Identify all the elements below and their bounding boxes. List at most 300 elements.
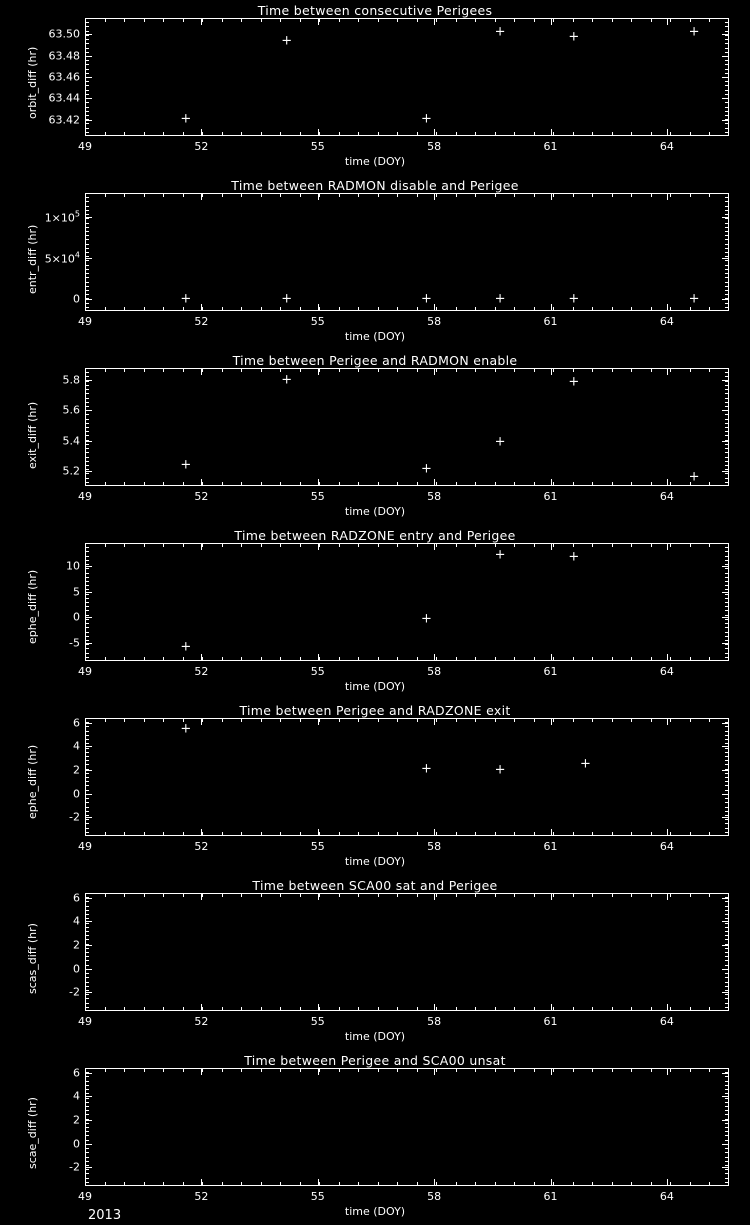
x-minor-tick (339, 1007, 340, 1011)
x-minor-tick (417, 893, 418, 897)
y-minor-tick (725, 619, 729, 620)
y-minor-tick (725, 260, 729, 261)
x-minor-tick (300, 893, 301, 897)
y-minor-tick (85, 726, 89, 727)
y-minor-tick (725, 901, 729, 902)
y-tick-label: 6 (73, 716, 80, 730)
y-minor-tick (85, 769, 89, 770)
y-minor-tick (85, 94, 89, 95)
x-minor-tick (456, 193, 457, 197)
x-minor-tick (436, 18, 437, 22)
x-minor-tick (690, 1007, 691, 1011)
y-minor-tick (85, 952, 89, 953)
x-minor-tick (300, 832, 301, 836)
y-minor-tick (725, 977, 729, 978)
y-minor-tick (85, 781, 89, 782)
y-minor-tick (85, 60, 89, 61)
x-minor-tick (222, 193, 223, 197)
y-minor-tick (725, 1182, 729, 1183)
y-minor-tick (85, 1114, 89, 1115)
y-minor-tick (85, 918, 89, 919)
y-minor-tick (85, 802, 89, 803)
x-minor-tick (319, 18, 320, 22)
y-minor-tick (85, 777, 89, 778)
x-minor-tick (534, 132, 535, 136)
data-point-marker: + (180, 721, 192, 737)
x-tick-label: 55 (310, 840, 325, 853)
y-tick-label: -2 (69, 810, 80, 824)
x-minor-tick (105, 307, 106, 311)
x-minor-tick (456, 893, 457, 897)
data-point-marker: + (420, 111, 432, 127)
x-tick-label: 49 (78, 490, 92, 503)
x-tick-mark (551, 479, 552, 486)
y-minor-tick (85, 560, 89, 561)
x-minor-tick (534, 482, 535, 486)
y-minor-tick (725, 107, 729, 108)
x-minor-tick (222, 1182, 223, 1186)
y-minor-tick (85, 1169, 89, 1170)
x-minor-tick (280, 832, 281, 836)
y-minor-tick (725, 218, 729, 219)
x-minor-tick (202, 18, 203, 22)
x-minor-tick (631, 657, 632, 661)
x-tick-mark (667, 1179, 668, 1186)
x-minor-tick (339, 193, 340, 197)
y-minor-tick (725, 785, 729, 786)
x-minor-tick (105, 832, 106, 836)
y-minor-tick (725, 931, 729, 932)
x-minor-tick (709, 18, 710, 22)
y-tick-mark (722, 1120, 729, 1121)
x-minor-tick (280, 18, 281, 22)
x-minor-tick (651, 368, 652, 372)
y-minor-tick (725, 381, 729, 382)
x-minor-tick (222, 1068, 223, 1072)
x-minor-tick (280, 1007, 281, 1011)
x-minor-tick (553, 718, 554, 722)
data-point-marker: + (180, 111, 192, 127)
x-minor-tick (358, 193, 359, 197)
x-minor-tick (339, 718, 340, 722)
y-tick-mark (85, 817, 92, 818)
x-tick-label: 55 (310, 665, 325, 678)
y-minor-tick (85, 1098, 89, 1099)
x-minor-tick (339, 893, 340, 897)
x-tick-label: 49 (78, 1015, 92, 1028)
x-axis-label: time (DOY) (344, 1030, 406, 1043)
x-minor-tick (261, 132, 262, 136)
y-minor-tick (725, 790, 729, 791)
x-minor-tick (124, 18, 125, 22)
x-minor-tick (280, 1068, 281, 1072)
x-minor-tick (241, 193, 242, 197)
x-minor-tick (319, 368, 320, 372)
x-minor-tick (202, 893, 203, 897)
x-minor-tick (514, 1182, 515, 1186)
y-minor-tick (725, 427, 729, 428)
y-minor-tick (725, 969, 729, 970)
y-minor-tick (725, 1098, 729, 1099)
x-minor-tick (261, 193, 262, 197)
y-minor-tick (85, 594, 89, 595)
x-tick-mark (667, 18, 668, 25)
x-minor-tick (319, 832, 320, 836)
x-minor-tick (456, 1068, 457, 1072)
y-minor-tick (85, 201, 89, 202)
x-tick-label: 61 (543, 315, 558, 328)
x-minor-tick (709, 1007, 710, 1011)
y-tick-mark (722, 471, 729, 472)
x-minor-tick (241, 1182, 242, 1186)
y-minor-tick (85, 452, 89, 453)
data-point-marker: + (494, 24, 506, 40)
x-minor-tick (105, 482, 106, 486)
x-minor-tick (573, 1182, 574, 1186)
y-minor-tick (85, 206, 89, 207)
x-tick-mark (551, 893, 552, 900)
x-tick-mark (85, 654, 86, 661)
y-minor-tick (85, 239, 89, 240)
x-minor-tick (144, 482, 145, 486)
x-tick-label: 52 (194, 140, 209, 153)
x-minor-tick (241, 132, 242, 136)
y-minor-tick (85, 43, 89, 44)
x-minor-tick (261, 543, 262, 547)
x-minor-tick (397, 543, 398, 547)
x-tick-mark (434, 543, 435, 550)
y-minor-tick (85, 1173, 89, 1174)
y-minor-tick (725, 85, 729, 86)
y-tick-mark (85, 441, 92, 442)
y-minor-tick (725, 952, 729, 953)
x-minor-tick (417, 307, 418, 311)
x-minor-tick (670, 368, 671, 372)
data-point-marker: + (281, 291, 293, 307)
x-minor-tick (534, 893, 535, 897)
x-tick-mark (667, 1068, 668, 1075)
x-minor-tick (475, 832, 476, 836)
y-minor-tick (725, 52, 729, 53)
x-minor-tick (241, 657, 242, 661)
y-tick-label: 4 (73, 914, 80, 928)
x-axis-label: time (DOY) (344, 155, 406, 168)
y-minor-tick (85, 965, 89, 966)
y-minor-tick (725, 90, 729, 91)
x-minor-tick (222, 1007, 223, 1011)
x-minor-tick (358, 132, 359, 136)
y-minor-tick (85, 764, 89, 765)
x-minor-tick (222, 832, 223, 836)
x-minor-tick (573, 132, 574, 136)
x-minor-tick (241, 1007, 242, 1011)
y-minor-tick (725, 31, 729, 32)
x-minor-tick (261, 657, 262, 661)
x-minor-tick (651, 1007, 652, 1011)
y-minor-tick (725, 982, 729, 983)
y-minor-tick (85, 798, 89, 799)
data-point-marker: + (568, 549, 580, 565)
data-point-marker: + (281, 33, 293, 49)
y-tick-mark (85, 1167, 92, 1168)
y-minor-tick (725, 269, 729, 270)
x-tick-label: 61 (543, 140, 558, 153)
data-point-marker: + (180, 639, 192, 655)
y-minor-tick (725, 256, 729, 257)
x-minor-tick (709, 193, 710, 197)
x-tick-label: 52 (194, 315, 209, 328)
x-minor-tick (514, 307, 515, 311)
y-minor-tick (725, 1131, 729, 1132)
x-minor-tick (358, 1182, 359, 1186)
y-tick-label: 0 (73, 787, 80, 801)
x-minor-tick (397, 193, 398, 197)
x-minor-tick (397, 18, 398, 22)
y-minor-tick (85, 282, 89, 283)
x-minor-tick (514, 718, 515, 722)
y-minor-tick (85, 376, 89, 377)
x-minor-tick (475, 1182, 476, 1186)
y-minor-tick (725, 632, 729, 633)
data-point-marker: + (494, 547, 506, 563)
x-minor-tick (378, 193, 379, 197)
y-minor-tick (85, 385, 89, 386)
y-minor-tick (725, 594, 729, 595)
x-minor-tick (397, 718, 398, 722)
x-minor-tick (163, 132, 164, 136)
x-minor-tick (534, 657, 535, 661)
x-tick-mark (667, 304, 668, 311)
x-minor-tick (514, 657, 515, 661)
y-minor-tick (85, 551, 89, 552)
x-minor-tick (553, 368, 554, 372)
y-minor-tick (725, 627, 729, 628)
y-minor-tick (725, 623, 729, 624)
x-tick-mark (85, 304, 86, 311)
x-minor-tick (163, 832, 164, 836)
y-minor-tick (85, 56, 89, 57)
x-minor-tick (436, 893, 437, 897)
x-minor-tick (417, 543, 418, 547)
year-label: 2013 (88, 1208, 122, 1223)
x-minor-tick (612, 1068, 613, 1072)
y-minor-tick (725, 1152, 729, 1153)
x-minor-tick (690, 193, 691, 197)
x-minor-tick (495, 193, 496, 197)
y-minor-tick (85, 1165, 89, 1166)
y-minor-tick (725, 307, 729, 308)
y-axis-label: scae_diff (hr) (26, 1097, 39, 1169)
x-minor-tick (417, 657, 418, 661)
y-minor-tick (725, 60, 729, 61)
y-minor-tick (85, 444, 89, 445)
x-minor-tick (534, 368, 535, 372)
x-minor-tick (417, 832, 418, 836)
x-minor-tick (651, 657, 652, 661)
y-axis-label: orbit_diff (hr) (26, 46, 39, 119)
x-axis-label: time (DOY) (344, 330, 406, 343)
y-minor-tick (725, 482, 729, 483)
x-minor-tick (280, 368, 281, 372)
y-minor-tick (85, 735, 89, 736)
x-tick-label: 58 (427, 665, 442, 678)
y-minor-tick (85, 636, 89, 637)
x-minor-tick (319, 893, 320, 897)
y-tick-label: -5 (69, 636, 80, 650)
y-minor-tick (725, 735, 729, 736)
y-minor-tick (85, 1144, 89, 1145)
x-minor-tick (202, 657, 203, 661)
x-minor-tick (397, 482, 398, 486)
x-minor-tick (553, 893, 554, 897)
x-minor-tick (241, 307, 242, 311)
x-minor-tick (553, 1007, 554, 1011)
y-minor-tick (725, 935, 729, 936)
y-minor-tick (85, 277, 89, 278)
y-minor-tick (725, 414, 729, 415)
x-minor-tick (553, 482, 554, 486)
y-minor-tick (725, 290, 729, 291)
y-minor-tick (725, 1169, 729, 1170)
y-minor-tick (85, 102, 89, 103)
y-minor-tick (725, 465, 729, 466)
x-minor-tick (144, 657, 145, 661)
x-minor-tick (358, 482, 359, 486)
x-minor-tick (631, 1182, 632, 1186)
y-minor-tick (725, 948, 729, 949)
y-minor-tick (85, 632, 89, 633)
y-minor-tick (85, 52, 89, 53)
y-minor-tick (725, 998, 729, 999)
x-minor-tick (514, 1007, 515, 1011)
y-minor-tick (725, 48, 729, 49)
y-minor-tick (85, 648, 89, 649)
x-minor-tick (163, 1182, 164, 1186)
x-minor-tick (612, 368, 613, 372)
y-minor-tick (725, 760, 729, 761)
y-minor-tick (85, 227, 89, 228)
x-tick-mark (551, 1179, 552, 1186)
y-tick-label: 6 (73, 1066, 80, 1080)
y-minor-tick (85, 994, 89, 995)
x-minor-tick (124, 1068, 125, 1072)
y-minor-tick (85, 598, 89, 599)
x-minor-tick (202, 1068, 203, 1072)
y-minor-tick (85, 414, 89, 415)
x-minor-tick (592, 1007, 593, 1011)
y-minor-tick (725, 303, 729, 304)
x-minor-tick (670, 1068, 671, 1072)
y-minor-tick (725, 648, 729, 649)
x-minor-tick (573, 18, 574, 22)
y-minor-tick (85, 39, 89, 40)
x-tick-mark (434, 304, 435, 311)
x-minor-tick (183, 368, 184, 372)
y-tick-label: -2 (69, 985, 80, 999)
y-minor-tick (725, 119, 729, 120)
y-minor-tick (725, 644, 729, 645)
y-minor-tick (725, 56, 729, 57)
x-minor-tick (222, 543, 223, 547)
y-minor-tick (85, 1161, 89, 1162)
y-minor-tick (725, 807, 729, 808)
x-minor-tick (261, 1007, 262, 1011)
x-minor-tick (456, 1182, 457, 1186)
x-minor-tick (144, 718, 145, 722)
x-tick-mark (85, 1179, 86, 1186)
x-minor-tick (631, 543, 632, 547)
x-tick-label: 58 (427, 1190, 442, 1203)
y-minor-tick (725, 1173, 729, 1174)
x-minor-tick (339, 132, 340, 136)
y-minor-tick (85, 973, 89, 974)
x-minor-tick (144, 132, 145, 136)
x-minor-tick (631, 832, 632, 836)
y-minor-tick (85, 1110, 89, 1111)
x-minor-tick (144, 193, 145, 197)
x-minor-tick (592, 132, 593, 136)
y-minor-tick (725, 1148, 729, 1149)
x-minor-tick (651, 18, 652, 22)
x-minor-tick (709, 543, 710, 547)
x-minor-tick (709, 1068, 710, 1072)
x-minor-tick (105, 132, 106, 136)
y-tick-label: 0 (73, 962, 80, 976)
x-minor-tick (592, 307, 593, 311)
y-minor-tick (725, 294, 729, 295)
x-minor-tick (144, 18, 145, 22)
x-minor-tick (222, 718, 223, 722)
data-point-marker: + (568, 291, 580, 307)
y-minor-tick (725, 223, 729, 224)
x-minor-tick (163, 893, 164, 897)
y-tick-mark (85, 1120, 92, 1121)
plot-area (85, 893, 729, 1011)
y-minor-tick (725, 444, 729, 445)
x-minor-tick (358, 893, 359, 897)
y-minor-tick (725, 22, 729, 23)
x-minor-tick (514, 193, 515, 197)
y-minor-tick (85, 910, 89, 911)
x-minor-tick (553, 543, 554, 547)
x-minor-tick (495, 132, 496, 136)
x-minor-tick (261, 368, 262, 372)
x-minor-tick (378, 657, 379, 661)
y-minor-tick (725, 227, 729, 228)
plot-area (85, 1068, 729, 1186)
y-minor-tick (725, 798, 729, 799)
y-minor-tick (725, 585, 729, 586)
y-minor-tick (725, 819, 729, 820)
y-tick-mark (722, 992, 729, 993)
y-minor-tick (725, 440, 729, 441)
x-minor-tick (417, 1007, 418, 1011)
x-minor-tick (553, 1068, 554, 1072)
x-tick-label: 55 (310, 1190, 325, 1203)
x-minor-tick (475, 482, 476, 486)
y-minor-tick (725, 457, 729, 458)
x-tick-mark (667, 1004, 668, 1011)
x-tick-mark (85, 1004, 86, 1011)
y-minor-tick (725, 832, 729, 833)
x-tick-label: 52 (194, 840, 209, 853)
x-tick-mark (551, 368, 552, 375)
y-minor-tick (85, 218, 89, 219)
y-axis-label: entr_diff (hr) (26, 224, 39, 294)
x-minor-tick (475, 193, 476, 197)
y-minor-tick (725, 564, 729, 565)
x-tick-label: 49 (78, 140, 92, 153)
